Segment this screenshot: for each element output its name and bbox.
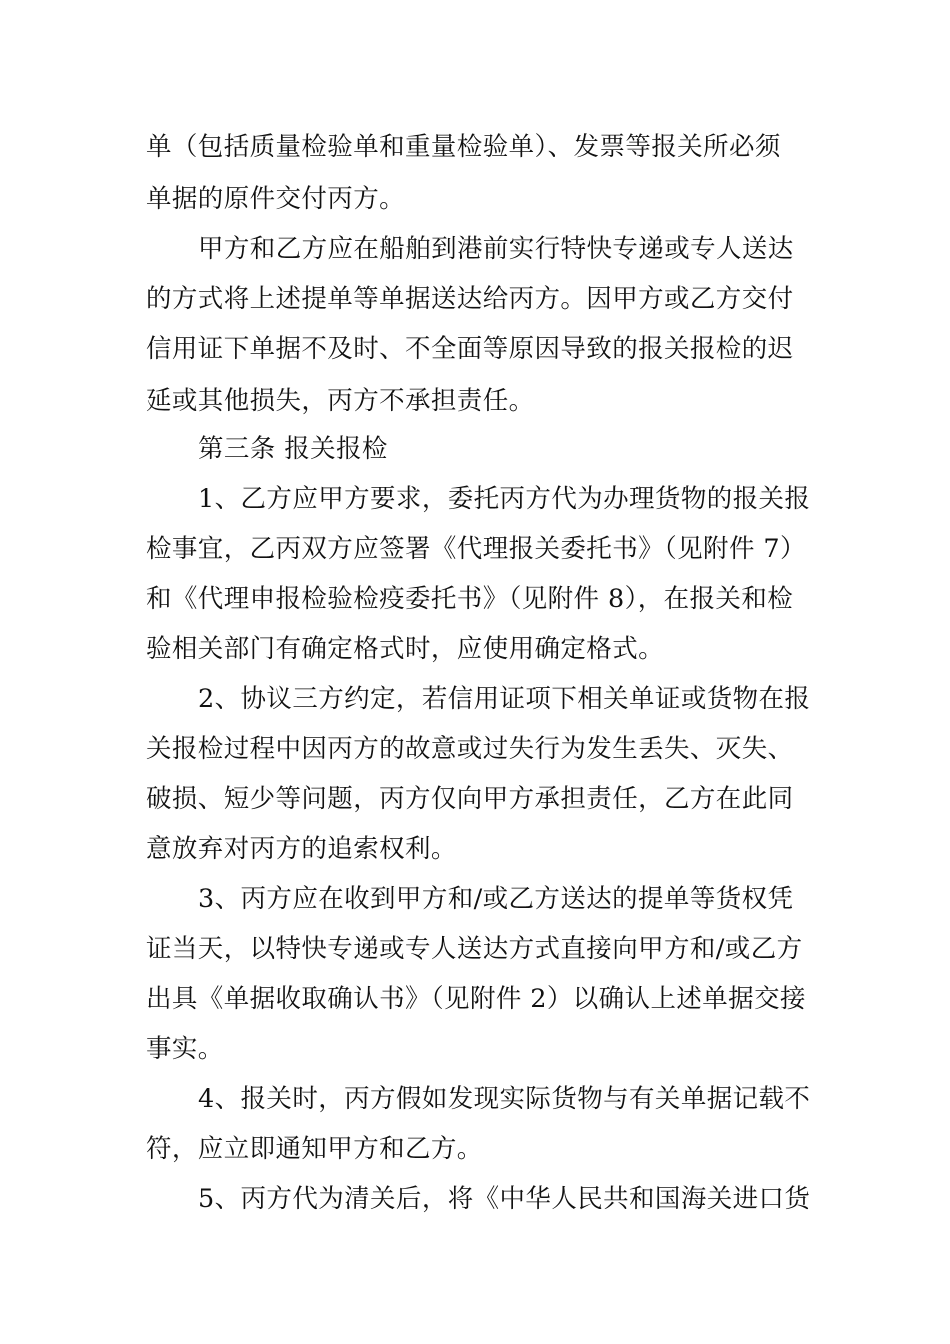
- paragraph-start-line: 2、协议三方约定，若信用证项下相关单证或货物在报: [198, 684, 811, 714]
- text-line: 检事宜，乙丙双方应签署《代理报关委托书》（见附件 7）: [146, 534, 806, 564]
- paragraph-start-line: 4、报关时，丙方假如发现实际货物与有关单据记载不: [198, 1084, 811, 1114]
- section-heading: 第三条 报关报检: [198, 434, 388, 464]
- text-line: 验相关部门有确定格式时，应使用确定格式。: [146, 634, 665, 664]
- text-line: 事实。: [146, 1034, 224, 1064]
- paragraph-start-line: 3、丙方应在收到甲方和/或乙方送达的提单等货权凭: [198, 884, 794, 914]
- text-line: 证当天，以特快专递或专人送达方式直接向甲方和/或乙方: [146, 934, 803, 964]
- text-line: 破损、短少等问题，丙方仅向甲方承担责任，乙方在此同: [146, 784, 794, 814]
- text-line: 单（包括质量检验单和重量检验单）、发票等报关所必须: [146, 132, 781, 162]
- paragraph-start-line: 5、丙方代为清关后，将《中华人民共和国海关进口货: [198, 1184, 811, 1214]
- text-line: 出具《单据收取确认书》（见附件 2）以确认上述单据交接: [146, 984, 806, 1014]
- text-line: 延或其他损失，丙方不承担责任。: [146, 386, 535, 416]
- text-line: 的方式将上述提单等单据送达给丙方。因甲方或乙方交付: [146, 284, 794, 314]
- text-line: 意放弃对丙方的追索权利。: [146, 834, 457, 864]
- paragraph-start-line: 甲方和乙方应在船舶到港前实行特快专递或专人送达: [198, 234, 794, 264]
- paragraph-start-line: 1、乙方应甲方要求，委托丙方代为办理货物的报关报: [198, 484, 811, 514]
- text-line: 关报检过程中因丙方的故意或过失行为发生丢失、灭失、: [146, 734, 794, 764]
- text-line: 单据的原件交付丙方。: [146, 184, 406, 214]
- text-line: 信用证下单据不及时、不全面等原因导致的报关报检的迟: [146, 334, 794, 364]
- text-line: 符，应立即通知甲方和乙方。: [146, 1134, 483, 1164]
- text-line: 和《代理申报检验检疫委托书》（见附件 8），在报关和检: [146, 584, 794, 614]
